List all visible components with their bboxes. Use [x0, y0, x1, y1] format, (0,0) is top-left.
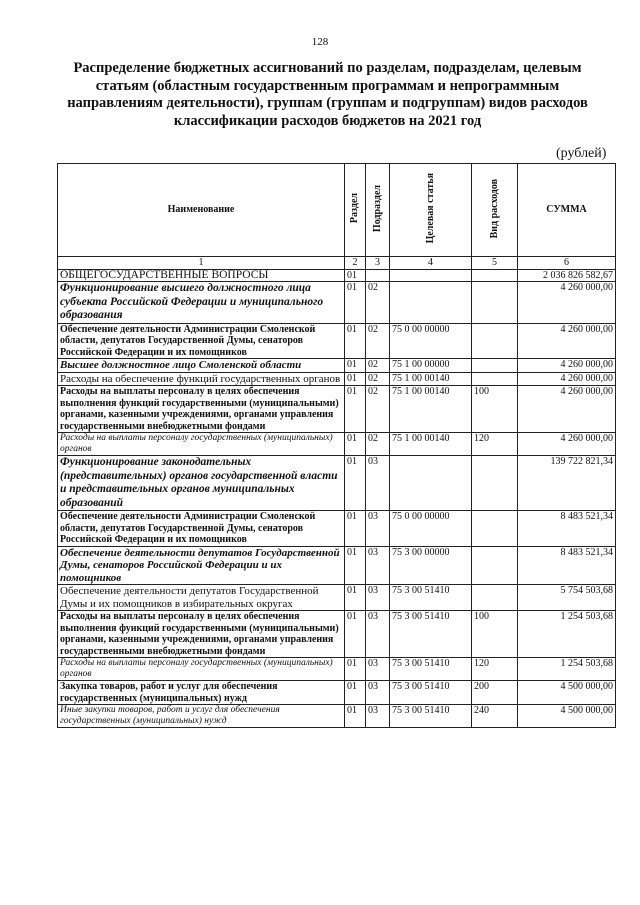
row-target-article: 75 3 00 51410 [390, 681, 472, 705]
table-header-row [58, 164, 616, 257]
row-name: Функционирование законодательных (представительных) органов государственной власти и представительных органов муниципальных образований [58, 456, 345, 511]
column-number: 6 [518, 257, 616, 270]
row-expense-kind [472, 269, 518, 282]
table-row [58, 611, 616, 658]
row-name: Закупка товаров, работ и услуг для обеспечения государственных (муниципальных) нужд [58, 681, 345, 705]
row-expense-kind [472, 585, 518, 611]
column-number: 3 [366, 257, 390, 270]
row-target-article: 75 3 00 00000 [390, 546, 472, 585]
row-subsection: 03 [366, 681, 390, 705]
header-sum: СУММА [518, 164, 616, 257]
row-expense-kind [472, 323, 518, 359]
row-target-article: 75 1 00 00140 [390, 372, 472, 386]
row-target-article: 75 3 00 51410 [390, 585, 472, 611]
row-section: 01 [345, 681, 366, 705]
row-subsection: 02 [366, 359, 390, 373]
row-sum: 4 260 000,00 [518, 282, 616, 324]
row-section: 01 [345, 705, 366, 728]
row-section: 01 [345, 372, 366, 386]
column-number: 2 [345, 257, 366, 270]
row-sum: 139 722 821,34 [518, 456, 616, 511]
table-row [58, 359, 616, 373]
row-subsection: 03 [366, 658, 390, 681]
row-expense-kind [472, 456, 518, 511]
table-row [58, 511, 616, 547]
table-row [58, 323, 616, 359]
row-name: Функционирование высшего должностного лица субъекта Российской Федерации и муниципального образования [58, 282, 345, 324]
row-expense-kind [472, 546, 518, 585]
header-expense-kind: Вид расходов [472, 164, 518, 257]
row-section: 01 [345, 456, 366, 511]
row-target-article: 75 1 00 00140 [390, 433, 472, 456]
row-section: 01 [345, 359, 366, 373]
row-target-article [390, 282, 472, 324]
row-expense-kind: 240 [472, 705, 518, 728]
row-expense-kind [472, 511, 518, 547]
table-row [58, 269, 616, 282]
row-subsection: 03 [366, 585, 390, 611]
row-section: 01 [345, 585, 366, 611]
table-row [58, 433, 616, 456]
row-subsection: 03 [366, 546, 390, 585]
page-number: 128 [311, 36, 329, 48]
row-target-article: 75 0 00 00000 [390, 511, 472, 547]
row-subsection: 03 [366, 705, 390, 728]
table-row [58, 705, 616, 728]
header-name: Наименование [58, 164, 345, 257]
row-sum: 4 260 000,00 [518, 372, 616, 386]
row-target-article: 75 1 00 00140 [390, 386, 472, 433]
row-sum: 1 254 503,68 [518, 611, 616, 658]
row-name: Расходы на выплаты персоналу государственных (муниципальных) органов [58, 658, 345, 681]
row-expense-kind: 120 [472, 658, 518, 681]
table-row [58, 585, 616, 611]
row-sum: 4 500 000,00 [518, 681, 616, 705]
header-target-article: Целевая статья [390, 164, 472, 257]
row-section: 01 [345, 269, 366, 282]
row-sum: 4 260 000,00 [518, 433, 616, 456]
document-title: Распределение бюджетных ассигнований по разделам, подразделам, целевым статьям (областным государственным программам и непрограммным направлениям деятельности), группам (группам и подгруппам) видов расходов классификации расходов бюджетов на 2021 год [67, 60, 588, 129]
row-sum: 4 260 000,00 [518, 386, 616, 433]
column-number: 4 [390, 257, 472, 270]
row-expense-kind [472, 282, 518, 324]
row-sum: 8 483 521,34 [518, 511, 616, 547]
row-section: 01 [345, 611, 366, 658]
row-subsection: 03 [366, 611, 390, 658]
row-sum: 8 483 521,34 [518, 546, 616, 585]
row-name: Обеспечение деятельности Администрации Смоленской области, депутатов Государственной Думы, сенаторов Российской Федерации и их помощников [58, 323, 345, 359]
row-target-article [390, 269, 472, 282]
row-target-article: 75 3 00 51410 [390, 611, 472, 658]
table-row [58, 372, 616, 386]
table-body [58, 269, 616, 728]
table-row [58, 681, 616, 705]
table-row [58, 386, 616, 433]
row-subsection: 02 [366, 282, 390, 324]
table-row [58, 456, 616, 511]
row-target-article: 75 0 00 00000 [390, 323, 472, 359]
row-subsection: 02 [366, 372, 390, 386]
row-expense-kind: 100 [472, 386, 518, 433]
header-subsection: Подраздел [366, 164, 390, 257]
row-sum: 1 254 503,68 [518, 658, 616, 681]
table-row [58, 658, 616, 681]
row-name: Расходы на выплаты персоналу в целях обеспечения выполнения функций государственными (муниципальными) органами, казенными учреждениями, органами управления государственными внебюджетными фондами [58, 611, 345, 658]
row-subsection: 02 [366, 386, 390, 433]
row-section: 01 [345, 433, 366, 456]
row-subsection: 02 [366, 323, 390, 359]
row-target-article: 75 3 00 51410 [390, 658, 472, 681]
row-name: Высшее должностное лицо Смоленской области [58, 359, 345, 373]
row-expense-kind [472, 359, 518, 373]
column-number: 1 [58, 257, 345, 270]
row-sum: 4 260 000,00 [518, 323, 616, 359]
table-row [58, 546, 616, 585]
row-subsection [366, 269, 390, 282]
table-row [58, 282, 616, 324]
row-subsection: 03 [366, 456, 390, 511]
row-subsection: 02 [366, 433, 390, 456]
row-name: Расходы на выплаты персоналу государственных (муниципальных) органов [58, 433, 345, 456]
row-target-article [390, 456, 472, 511]
row-name: ОБЩЕГОСУДАРСТВЕННЫЕ ВОПРОСЫ [58, 269, 345, 282]
row-sum: 2 036 826 582,67 [518, 269, 616, 282]
units-label: (рублей) [556, 146, 607, 161]
header-section: Раздел [345, 164, 366, 257]
row-expense-kind: 200 [472, 681, 518, 705]
column-number-row [58, 257, 616, 270]
row-expense-kind [472, 372, 518, 386]
row-section: 01 [345, 282, 366, 324]
row-target-article: 75 1 00 00000 [390, 359, 472, 373]
row-section: 01 [345, 658, 366, 681]
row-sum: 5 754 503,68 [518, 585, 616, 611]
row-section: 01 [345, 323, 366, 359]
row-sum: 4 500 000,00 [518, 705, 616, 728]
row-name: Расходы на обеспечение функций государственных органов [58, 372, 345, 386]
row-name: Обеспечение деятельности депутатов Государственной Думы и их помощников в избирательных округах [58, 585, 345, 611]
column-number: 5 [472, 257, 518, 270]
row-section: 01 [345, 546, 366, 585]
row-name: Иные закупки товаров, работ и услуг для обеспечения государственных (муниципальных) нужд [58, 705, 345, 728]
row-expense-kind: 100 [472, 611, 518, 658]
budget-allocation-table [57, 163, 616, 728]
row-name: Обеспечение деятельности Администрации Смоленской области, депутатов Государственной Думы, сенаторов Российской Федерации и их помощников [58, 511, 345, 547]
row-name: Расходы на выплаты персоналу в целях обеспечения выполнения функций государственными (муниципальными) органами, казенными учреждениями, органами управления государственными внебюджетными фондами [58, 386, 345, 433]
row-name: Обеспечение деятельности депутатов Государственной Думы, сенаторов Российской Федерации и их помощников [58, 546, 345, 585]
row-section: 01 [345, 386, 366, 433]
row-target-article: 75 3 00 51410 [390, 705, 472, 728]
row-expense-kind: 120 [472, 433, 518, 456]
row-subsection: 03 [366, 511, 390, 547]
row-section: 01 [345, 511, 366, 547]
row-sum: 4 260 000,00 [518, 359, 616, 373]
